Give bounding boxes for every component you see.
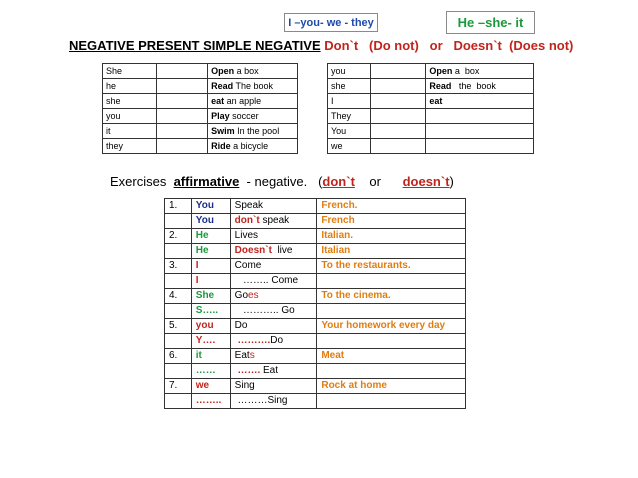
verb-highlight: es — [248, 290, 259, 301]
verb-phrase-cell — [426, 94, 534, 109]
verb-text: Come — [234, 260, 262, 271]
pronoun-cell — [328, 79, 371, 94]
verb-cell — [230, 259, 317, 274]
object-cell: French. — [317, 199, 466, 214]
verb-text: Eat — [234, 350, 250, 361]
pronoun-box-singular: He –she- it — [446, 11, 535, 34]
exercise-row — [165, 199, 466, 214]
pronoun-cell — [328, 139, 371, 154]
exercise-middle: - negative. ( — [239, 174, 323, 189]
object-cell: Italian — [317, 244, 466, 259]
exercise-number — [165, 214, 192, 229]
phrase-text: The book — [233, 81, 274, 91]
exercise-doesnt: doesn`t — [402, 174, 450, 189]
exercise-number — [165, 304, 192, 319]
verb-cell — [230, 364, 317, 379]
pronoun-text: you — [331, 66, 346, 76]
exercise-number: 6. — [165, 349, 192, 364]
table-row — [328, 124, 534, 139]
verb-phrase-cell — [426, 79, 534, 94]
verb-after: live — [271, 245, 293, 256]
verb-cell — [230, 379, 317, 394]
pronoun-cell — [103, 94, 157, 109]
verb-cell — [230, 334, 317, 349]
verb-cell — [230, 349, 317, 364]
phrase-text: a bicycle — [230, 141, 269, 151]
pronoun-text: They — [331, 111, 352, 121]
exercise-number: 7. — [165, 379, 192, 394]
exercise-number — [165, 244, 192, 259]
empty-cell — [370, 139, 426, 154]
verb-text: eat — [429, 96, 443, 106]
exercise-row — [165, 364, 466, 379]
verb-text: Lives — [234, 230, 259, 241]
empty-cell — [156, 64, 207, 79]
subject-cell: He — [191, 229, 230, 244]
verb-highlight: ………. — [234, 335, 271, 346]
pronoun-cell — [103, 79, 157, 94]
verb-text: Ride — [211, 141, 231, 151]
exercise-row — [165, 334, 466, 349]
verb-text: Open — [211, 66, 235, 76]
verb-text: Go — [234, 290, 249, 301]
table-row — [328, 139, 534, 154]
table-row — [103, 64, 298, 79]
verb-phrase-cell — [208, 139, 298, 154]
verb-text: Open — [429, 66, 453, 76]
pronoun-box-plural: I –you- we - they — [284, 13, 378, 32]
exercise-table — [164, 198, 466, 409]
sentence-table-right — [327, 63, 534, 154]
subject-cell: Y…. — [191, 334, 230, 349]
verb-text: …….. Come — [234, 275, 299, 286]
exercise-title — [110, 174, 454, 189]
object-cell: Italian. — [317, 229, 466, 244]
verb-phrase-cell — [426, 64, 534, 79]
subject-cell: …….. — [191, 394, 230, 409]
table-row — [328, 64, 534, 79]
verb-phrase-cell — [208, 79, 298, 94]
verb-phrase-cell — [426, 124, 534, 139]
table-row — [103, 124, 298, 139]
pronoun-cell — [103, 64, 157, 79]
page-heading — [69, 38, 573, 53]
exercise-number — [165, 394, 192, 409]
verb-phrase-cell — [426, 139, 534, 154]
pronoun-cell — [328, 109, 371, 124]
object-cell — [317, 304, 466, 319]
exercise-number: 4. — [165, 289, 192, 304]
verb-phrase-cell — [426, 109, 534, 124]
object-cell — [317, 274, 466, 289]
exercise-number — [165, 364, 192, 379]
pronoun-text: She — [106, 66, 123, 76]
pronoun-text: You — [331, 126, 347, 136]
verb-text: Do — [234, 320, 248, 331]
table-row — [328, 109, 534, 124]
object-cell: Meat — [317, 349, 466, 364]
exercise-number: 5. — [165, 319, 192, 334]
verb-after: Do — [270, 335, 284, 346]
verb-cell — [230, 244, 317, 259]
verb-after: Eat — [260, 365, 279, 376]
exercise-number: 1. — [165, 199, 192, 214]
pronoun-text: she — [331, 81, 346, 91]
heading-negative-forms: Don`t (Do not) or Doesn`t (Does not) — [324, 38, 574, 53]
verb-phrase-cell — [208, 109, 298, 124]
table-row — [328, 79, 534, 94]
object-cell: Your homework every day — [317, 319, 466, 334]
table-row — [103, 94, 298, 109]
phrase-text: the book — [451, 81, 496, 91]
exercise-row — [165, 304, 466, 319]
verb-cell — [230, 289, 317, 304]
exercise-row — [165, 289, 466, 304]
exercise-prefix: Exercises — [110, 174, 174, 189]
subject-cell: I — [191, 274, 230, 289]
exercise-affirmative: affirmative — [173, 174, 240, 189]
exercise-close: ) — [449, 174, 454, 189]
verb-phrase-cell — [208, 94, 298, 109]
subject-cell: I — [191, 259, 230, 274]
object-cell: French — [317, 214, 466, 229]
table-row — [103, 79, 298, 94]
phrase-text: an apple — [224, 96, 262, 106]
subject-cell: we — [191, 379, 230, 394]
subject-cell: You — [191, 199, 230, 214]
subject-cell: S….. — [191, 304, 230, 319]
verb-highlight: Doesn`t — [234, 245, 272, 256]
empty-cell — [156, 139, 207, 154]
pronoun-cell — [328, 64, 371, 79]
phrase-text: soccer — [229, 111, 259, 121]
sentence-table-left — [102, 63, 298, 154]
verb-text: eat — [211, 96, 225, 106]
subject-cell: You — [191, 214, 230, 229]
pronoun-text: we — [331, 141, 343, 151]
exercise-number — [165, 334, 192, 349]
empty-cell — [370, 124, 426, 139]
pronoun-cell — [103, 109, 157, 124]
exercise-number: 3. — [165, 259, 192, 274]
empty-cell — [370, 94, 426, 109]
object-cell — [317, 394, 466, 409]
table-row — [103, 109, 298, 124]
empty-cell — [156, 109, 207, 124]
object-cell — [317, 364, 466, 379]
object-cell — [317, 334, 466, 349]
verb-highlight: ……. — [234, 365, 261, 376]
pronoun-text: I — [331, 96, 334, 106]
verb-phrase-cell — [208, 64, 298, 79]
phrase-text: a box — [452, 66, 480, 76]
exercise-number — [165, 274, 192, 289]
pronoun-cell — [328, 94, 371, 109]
object-cell: To the cinema. — [317, 289, 466, 304]
verb-text: Swim — [211, 126, 235, 136]
verb-cell — [230, 394, 317, 409]
exercise-number: 2. — [165, 229, 192, 244]
verb-text: Speak — [234, 200, 264, 211]
verb-text: ……….. Go — [234, 305, 295, 316]
empty-cell — [370, 109, 426, 124]
pronoun-text: she — [106, 96, 121, 106]
verb-text: Sing — [234, 380, 255, 391]
exercise-row — [165, 319, 466, 334]
empty-cell — [370, 64, 426, 79]
pronoun-text: you — [106, 111, 121, 121]
exercise-row — [165, 244, 466, 259]
empty-cell — [156, 79, 207, 94]
verb-text: Read — [429, 81, 452, 91]
subject-cell: She — [191, 289, 230, 304]
verb-cell — [230, 319, 317, 334]
pronoun-cell — [328, 124, 371, 139]
exercise-dont: don`t — [322, 174, 355, 189]
verb-cell — [230, 229, 317, 244]
subject-cell: He — [191, 244, 230, 259]
verb-cell — [230, 274, 317, 289]
table-row — [328, 94, 534, 109]
exercise-row — [165, 214, 466, 229]
subject-cell: you — [191, 319, 230, 334]
verb-highlight: s — [249, 350, 255, 361]
exercise-row — [165, 259, 466, 274]
exercise-row — [165, 229, 466, 244]
verb-highlight: don`t — [234, 215, 260, 226]
verb-cell — [230, 214, 317, 229]
phrase-text: In the pool — [234, 126, 280, 136]
pronoun-text: he — [106, 81, 117, 91]
empty-cell — [156, 124, 207, 139]
object-cell: Rock at home — [317, 379, 466, 394]
phrase-text: a box — [234, 66, 259, 76]
verb-text: Play — [211, 111, 230, 121]
empty-cell — [156, 94, 207, 109]
verb-text: Read — [211, 81, 234, 91]
exercise-row — [165, 394, 466, 409]
exercise-row — [165, 274, 466, 289]
heading-title: NEGATIVE PRESENT SIMPLE NEGATIVE — [69, 38, 321, 53]
verb-phrase-cell — [208, 124, 298, 139]
verb-cell — [230, 304, 317, 319]
table-row — [103, 139, 298, 154]
verb-after: speak — [259, 215, 290, 226]
empty-cell — [370, 79, 426, 94]
pronoun-cell — [103, 124, 157, 139]
verb-cell — [230, 199, 317, 214]
pronoun-text: they — [106, 141, 124, 151]
subject-cell: it — [191, 349, 230, 364]
pronoun-cell — [103, 139, 157, 154]
verb-text: ………Sing — [234, 395, 288, 406]
subject-cell: …… — [191, 364, 230, 379]
pronoun-text: it — [106, 126, 111, 136]
object-cell: To the restaurants. — [317, 259, 466, 274]
exercise-row — [165, 379, 466, 394]
exercise-row — [165, 349, 466, 364]
exercise-or: or — [354, 174, 403, 189]
